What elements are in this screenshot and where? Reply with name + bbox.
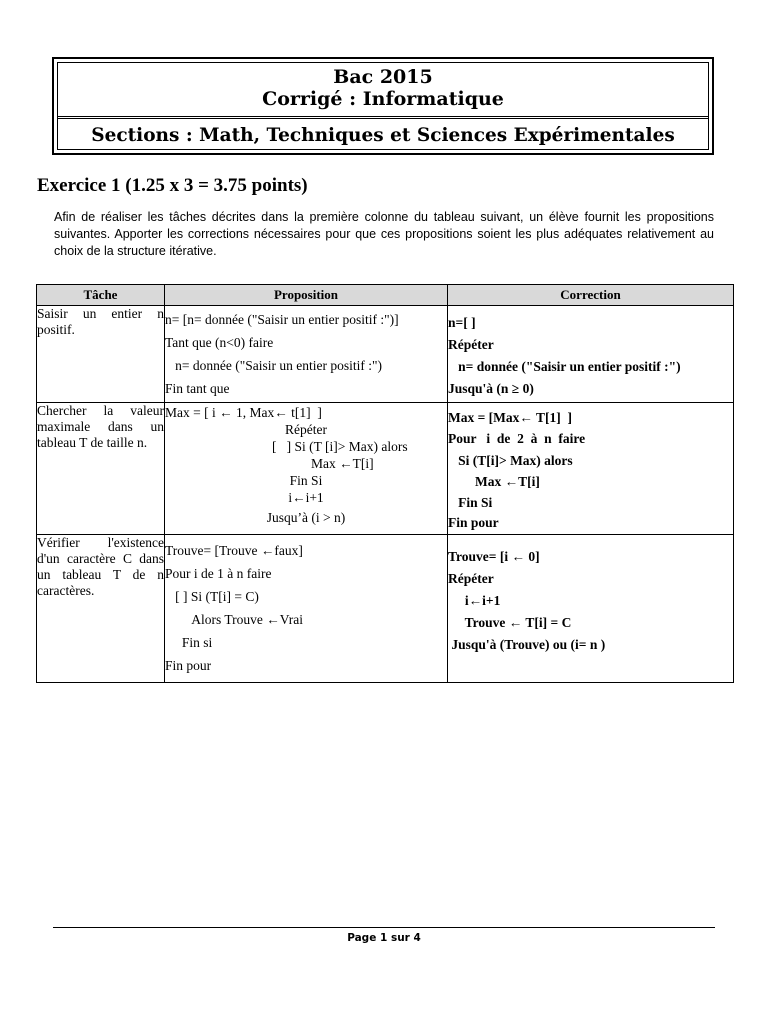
header-proposition: Proposition [165,285,448,306]
correction-cell [448,535,734,683]
title-inner-frame [57,62,709,150]
correction-line: Pour i de 2 à n faire [448,431,586,446]
correction-line: i←i+1 [448,593,501,608]
proposition-line: [ ] Si (T [i]> Max) alors [272,439,408,454]
proposition-line: Répéter [285,422,327,437]
correction-line: Max ←T[i] [448,474,540,489]
proposition-line: Max = [ i ← 1, Max← t[1] ] [165,405,322,420]
proposition-cell [165,306,448,403]
task-text: Saisir un entier n positif. [37,306,164,337]
proposition-line: [ ] Si (T[i] = C) [165,589,259,604]
sections-title: Sections : Math, Techniques et Sciences Expérimentales [58,118,708,149]
exam-subtitle: Corrigé : Informatique [262,88,504,110]
task-cell [37,535,165,683]
correction-line: Jusqu'à (Trouve) ou (i= n ) [448,637,606,652]
correction-line: n=[ ] [448,315,476,330]
proposition-line: Max ←T[i] [311,456,374,471]
table-header-row [37,285,734,306]
header-task: Tâche [37,285,165,306]
exercise-intro: Afin de réaliser les tâches décrites dans la première colonne du tableau suivant, un élève fournit les propositions suivantes. Apporter les corrections nécessaires pour que ces propositions soient les plus adéquates relativement au choix de la structure itérative. [54,210,714,258]
proposition-line: Fin tant que [165,381,230,396]
correction-line: Fin pour [448,515,499,530]
page-number: Page 1 sur 4 [347,932,421,944]
correction-line: Jusqu'à (n ≥ 0) [448,381,534,396]
correction-line: Répéter [448,337,494,352]
correction-line: Répéter [448,571,494,586]
task-text: Chercher la valeur maximale dans un tableau T de taille n. [37,403,164,450]
correction-line: Si (T[i]> Max) alors [448,453,573,468]
task-cell [37,403,165,535]
proposition-line: Tant que (n<0) faire [165,335,274,350]
header-correction: Correction [448,285,734,306]
correction-cell [448,306,734,403]
task-cell [37,306,165,403]
correction-line: Fin Si [448,495,493,510]
table-row [37,306,734,403]
table-row [37,403,734,535]
proposition-line: Fin pour [165,658,212,673]
correction-table [36,284,734,683]
correction-line: Trouve ← T[i] = C [448,615,572,630]
correction-line: Max = [Max← T[1] ] [448,410,573,425]
proposition-line: Fin Si [289,473,323,488]
correction-cell [448,403,734,535]
exam-title: Bac 2015 [333,66,433,88]
proposition-line: Pour i de 1 à n faire [165,566,272,581]
proposition-line: Alors Trouve ←Vrai [165,612,303,627]
proposition-line: n= [n= donnée ("Saisir un entier positif :")] [165,312,399,327]
correction-line: n= donnée ("Saisir un entier positif :") [448,359,681,374]
proposition-cell [165,535,448,683]
proposition-line: i←i+1 [288,490,324,505]
proposition-line: Fin si [165,635,213,650]
proposition-line: Trouve= [Trouve ←faux] [165,543,303,558]
title-block [58,63,708,117]
correction-line: Trouve= [i ← 0] [448,549,540,564]
proposition-line: n= donnée ("Saisir un entier positif :") [165,358,382,373]
proposition-cell [165,403,448,535]
footer-divider [53,927,715,928]
task-text: Vérifier l'existence d'un caractère C dans un tableau T de n caractères. [37,535,164,598]
table-row [37,535,734,683]
exercise-title: Exercice 1 (1.25 x 3 = 3.75 points) [37,175,308,196]
title-box [52,57,714,155]
proposition-line: Jusqu’à (i > n) [266,510,346,525]
